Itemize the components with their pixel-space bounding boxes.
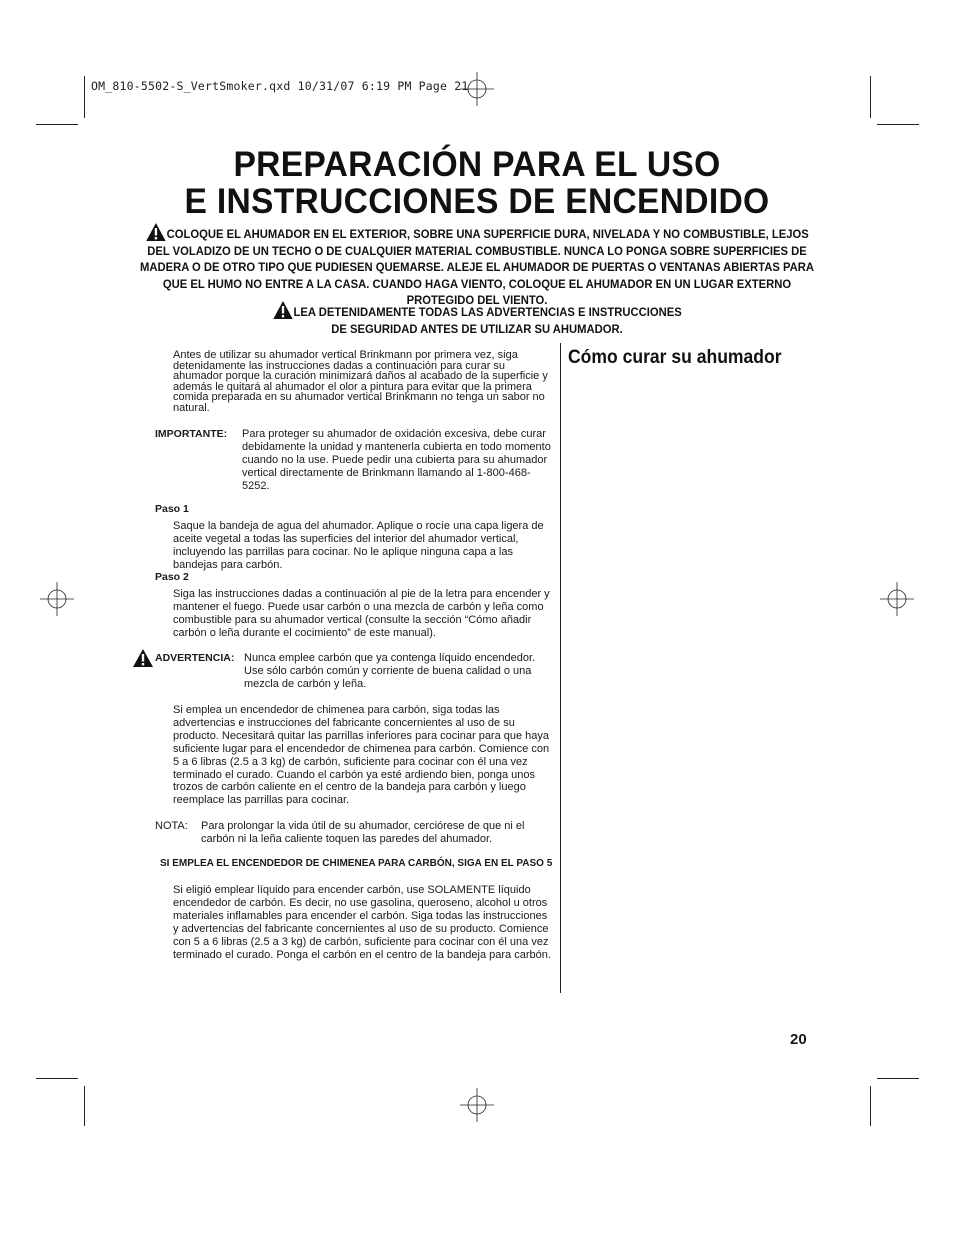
- column-divider: [560, 343, 561, 993]
- paso-1-text: Saque la bandeja de agua del ahumador. Aplique o rocíe una capa ligera de aceite vegetal a todas las superficies del interior del ahumador vertical, incluyendo las parrillas para cocinar. No le aplique ninguna capa a las bandejas para carbón.: [173, 520, 544, 571]
- importante-text: Para proteger su ahumador de oxidación excesiva, debe curar debidamente la unidad y mantenerla cubierta en todo momento cuando no la use. Puede pedir una cubierta para su ahumador vertical directamente de Brinkmann llamando al 1-800-468-5252.: [242, 428, 551, 492]
- warning-read-line-2: DE SEGURIDAD ANTES DE UTILIZAR SU AHUMADOR.: [331, 322, 623, 336]
- file-slug: OM_810-5502-S_VertSmoker.qxd 10/31/07 6:19 PM Page 21: [91, 79, 469, 93]
- page-number: 20: [790, 1031, 807, 1048]
- warning-read-instructions: [160, 300, 794, 338]
- section-heading: Cómo curar su ahumador: [568, 346, 782, 368]
- paso-2-text: Siga las instrucciones dadas a continuación al pie de la letra para encender y mantener el fuego. Puede usar carbón o una mezcla de carbón y leña como combustible para su ahumador vertical (consulte la sección “Cómo añadir carbón o leña durante el cocimiento” de este manual).: [173, 588, 550, 639]
- warning-triangle-icon: [145, 222, 166, 242]
- chimney-continue-note: SI EMPLEA EL ENCENDEDOR DE CHIMENEA PARA CARBÓN, SIGA EN EL PASO 5: [160, 858, 553, 869]
- registration-mark-right-icon: [880, 582, 914, 616]
- intro-paragraph: Antes de utilizar su ahumador vertical Brinkmann por primera vez, siga detenidamente las instrucciones dadas a continuación para curar su ahumador porque la curación minimizará daños al acabado de la superficie y además le quitará al ahumador el olor a pintura para evitar que la primera comida preparada en su ahumador vertical Brinkmann no tenga un sabor no natural.: [173, 349, 548, 414]
- warning-read-line-1: LEA DETENIDAMENTE TODAS LAS ADVERTENCIAS E INSTRUCCIONES: [293, 306, 682, 319]
- lighter-fluid-paragraph: Si eligió emplear líquido para encender carbón, use SOLAMENTE líquido encendedor de carbón. Es decir, no use gasolina, queroseno, alcohol u otros materiales inflamables para encender el carbón. Siga todas las instrucciones y advertencias del fabricante concernientes al uso de su producto. Comience con 5 a 6 libras (2.5 a 3 kg) de carbón, suficiente para cocinar con él una vez terminado el curado. Ponga el carbón en el centro de la bandeja para carbón.: [173, 884, 551, 961]
- chimney-starter-paragraph: Si emplea un encendedor de chimenea para carbón, siga todas las advertencias e instrucciones del fabricante concernientes al uso de su producto. Necesitará quitar las parrillas inferiores para cocinar para que haya suficiente lugar para el encendedor de chimenea para carbón. Comience con 5 a 6 libras (2.5 a 3 kg) de carbón, suficiente para cocinar con él una vez terminado el curado. Cuando el carbón ya esté ardiendo bien, ponga unos trozos de carbón caliente en el centro de la bandeja para carbón y luego reemplace las parrillas para cocinar.: [173, 704, 550, 807]
- registration-mark-bottom-icon: [460, 1088, 494, 1122]
- warning-outdoor-placement: [138, 222, 815, 310]
- advertencia-text: Nunca emplee carbón que ya contenga líquido encendedor. Use sólo carbón común y corriente de buena calidad o una mezcla de carbón y leña.: [244, 652, 536, 690]
- importante-label: IMPORTANTE:: [155, 428, 228, 440]
- paso-2-label: Paso 2: [155, 571, 189, 583]
- nota-text: Para prolongar la vida útil de su ahumador, cerciórese de que ni el carbón ni la leña caliente toquen las paredes del ahumador.: [201, 820, 525, 845]
- page-title-line-1: PREPARACIÓN PARA EL USO: [233, 145, 721, 184]
- warning-triangle-icon: [272, 300, 293, 320]
- paso-1-label: Paso 1: [155, 503, 189, 515]
- registration-mark-top-icon: [460, 72, 494, 106]
- page-title-line-2: E INSTRUCCIONES DE ENCENDIDO: [184, 182, 770, 221]
- nota-label: NOTA:: [155, 820, 188, 832]
- registration-mark-left-icon: [40, 582, 74, 616]
- advertencia-label: ADVERTENCIA:: [155, 652, 235, 664]
- warning-outdoor-text: COLOQUE EL AHUMADOR EN EL EXTERIOR, SOBRE UNA SUPERFICIE DURA, NIVELADA Y NO COMBUSTIBLE, LEJOS DEL VOLADIZO DE UN TECHO O DE CUALQUIER MATERIAL COMBUSTIBLE. NUNCA LO PONGA SOBRE SUPERFICIES DE MADERA O DE OTRO TIPO QUE PUDIESEN QUEMARSE. ALEJE EL AHUMADOR DE PUERTAS O VENTANAS ABIERTAS PARA QUE EL HUMO NO ENTRE A LA CASA. CUANDO HAGA VIENTO, COLOQUE EL AHUMADOR EN UN LUGAR EXTERNO PROTEGIDO DEL VIENTO.: [140, 228, 814, 307]
- warning-triangle-icon: [132, 648, 154, 668]
- page-title: [19, 146, 935, 220]
